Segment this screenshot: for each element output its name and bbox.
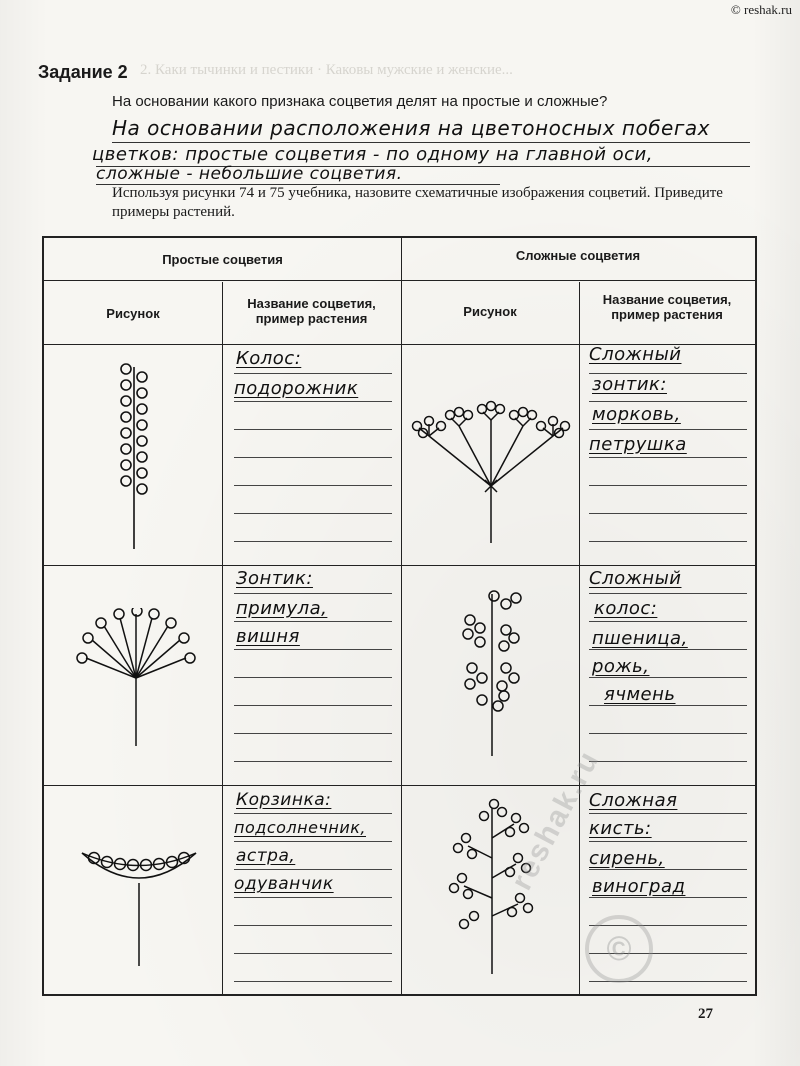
inflorescence-table xyxy=(42,236,757,996)
simple-row3-line3: астра, xyxy=(236,846,296,866)
complex-row2-line5: ячмень xyxy=(604,684,676,705)
simple-row3-line1: Корзинка: xyxy=(236,790,332,810)
page-number: 27 xyxy=(698,1006,713,1022)
header-name-complex xyxy=(579,292,755,322)
header-name-line1: Название соцветия, xyxy=(247,296,376,311)
header-name-line2: пример растения xyxy=(611,307,723,322)
answer-line-3: сложные - небольшие соцветия. xyxy=(96,164,403,184)
complex-row1-line3: морковь, xyxy=(592,404,681,425)
table-divider xyxy=(401,238,402,996)
simple-row2-line3: вишня xyxy=(236,626,300,647)
bleed-through-text: 2. Каки тычинки и пестики · Каковы мужские и женские... xyxy=(140,62,513,78)
table-divider xyxy=(222,282,223,996)
simple-row1-line2: подорожник xyxy=(234,378,359,399)
table-divider xyxy=(44,565,755,566)
simple-row2-line1: Зонтик: xyxy=(236,568,313,589)
answer-rule xyxy=(112,142,750,143)
complex-row3-line1: Сложная xyxy=(589,790,678,811)
table-divider xyxy=(44,280,755,281)
simple-row3-line4: одуванчик xyxy=(234,874,334,894)
table-divider xyxy=(579,282,580,996)
header-name-simple xyxy=(222,296,401,326)
complex-row3-line4: виноград xyxy=(592,876,686,897)
complex-row2-line2: колос: xyxy=(594,598,658,619)
complex-row1-line4: петрушка xyxy=(589,434,687,455)
answer-line-2: цветков: простые соцветия - по одному на главной оси, xyxy=(92,144,653,165)
table-divider xyxy=(44,785,755,786)
compound-spike-drawing xyxy=(454,588,529,758)
simple-row2-line2: примула, xyxy=(236,598,328,619)
complex-row1-line1: Сложный xyxy=(589,344,682,365)
instruction-text: Используя рисунки 74 и 75 учебника, назовите схематичные изображения соцветий. Приведите примеры растений. xyxy=(112,185,723,220)
header-picture-simple: Рисунок xyxy=(106,306,160,321)
simple-row1-line1: Колос: xyxy=(236,348,302,369)
copyright-label: © reshak.ru xyxy=(730,2,792,17)
spike-inflorescence-drawing xyxy=(104,353,164,553)
complex-row2-line4: рожь, xyxy=(592,656,650,677)
answer-line-1: На основании расположения на цветоносных побегах xyxy=(112,116,710,140)
question-text: На основании какого признака соцветия делят на простые и сложные? xyxy=(112,93,608,110)
header-simple-inflorescences: Простые соцветия xyxy=(162,252,283,267)
complex-row2-line1: Сложный xyxy=(589,568,682,589)
complex-row1-line2: зонтик: xyxy=(592,374,667,395)
umbel-drawing xyxy=(74,608,199,748)
header-picture-complex: Рисунок xyxy=(463,304,517,319)
header-name-line1: Название соцветия, xyxy=(602,292,732,307)
header-name-line2: пример растения xyxy=(255,311,368,326)
complex-row3-line3: сирень, xyxy=(589,848,665,869)
watermark-copyright-icon: © xyxy=(585,915,653,983)
simple-row3-line2: подсолнечник, xyxy=(234,818,366,837)
task-title: Задание 2 xyxy=(38,62,128,82)
basket-inflorescence-drawing xyxy=(74,828,204,968)
complex-row2-line3: пшеница, xyxy=(592,628,688,649)
compound-umbel-drawing xyxy=(409,398,574,543)
header-complex-inflorescences: Сложные соцветия xyxy=(515,248,641,263)
watermark-text: reshak.ru xyxy=(505,744,607,896)
complex-row3-line2: кисть: xyxy=(589,818,652,839)
